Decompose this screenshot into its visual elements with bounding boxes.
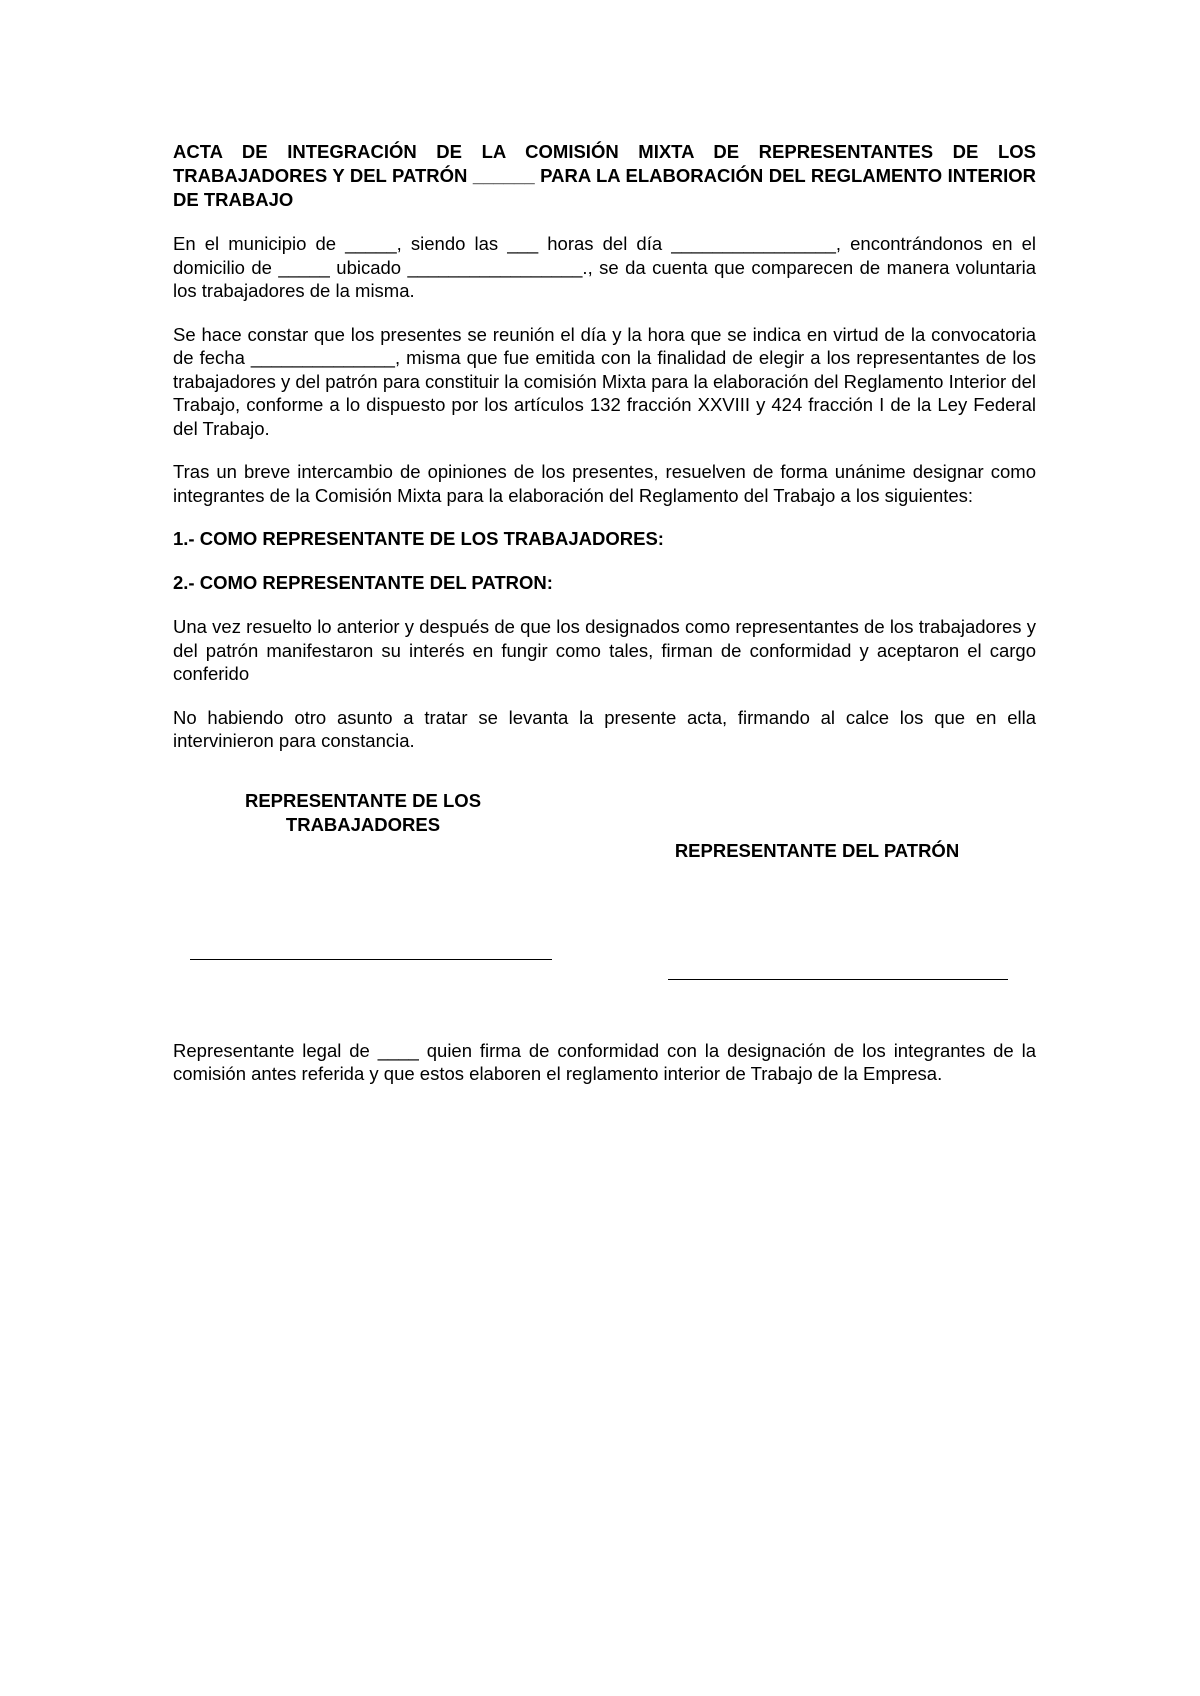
workers-signature-title: REPRESENTANTE DE LOS TRABAJADORES bbox=[244, 789, 482, 835]
heading-workers-representative: 1.- COMO REPRESENTANTE DE LOS TRABAJADORES: bbox=[173, 528, 664, 549]
employer-signature-line bbox=[668, 979, 1008, 980]
paragraph-closing-act: No habiendo otro asunto a tratar se levanta la presente acta, firmando al calce los que en ella intervinieron para constancia. bbox=[173, 706, 1036, 751]
paragraph-legal-representative: Representante legal de ____ quien firma de conformidad con la designación de los integrantes de la comisión antes referida y que estos elaboren el reglamento interior de Trabajo de la Empresa. bbox=[173, 1039, 1036, 1084]
signature-area bbox=[173, 789, 1036, 1039]
document-title: ACTA DE INTEGRACIÓN DE LA COMISIÓN MIXTA DE REPRESENTANTES DE LOS TRABAJADORES Y DEL PATRÓN ______ PARA LA ELABORACIÓN DEL REGLAMENTO INTERIOR DE TRABAJO bbox=[173, 141, 1036, 210]
employer-signature-title: REPRESENTANTE DEL PATRÓN bbox=[674, 839, 960, 861]
paragraph-location: En el municipio de _____, siendo las ___ horas del día ________________, encontrándonos en el domicilio de _____ ubicado _________________., se da cuenta que comparecen de manera voluntaria los trabajadores de la misma. bbox=[173, 233, 1036, 301]
paragraph-designation: Tras un breve intercambio de opiniones de los presentes, resuelven de forma unánime designar como integrantes de la Comisión Mixta para la elaboración del Reglamento del Trabajo a los siguientes: bbox=[173, 461, 1036, 506]
heading-employer-representative: 2.- COMO REPRESENTANTE DEL PATRON: bbox=[173, 572, 553, 593]
document-page bbox=[173, 140, 1036, 1086]
workers-signature-line bbox=[190, 959, 552, 960]
paragraph-acceptance: Una vez resuelto lo anterior y después de que los designados como representantes de los trabajadores y del patrón manifestaron su interés en fungir como tales, firman de conformidad y aceptaron el cargo conferido bbox=[173, 616, 1036, 684]
paragraph-convocation: Se hace constar que los presentes se reunión el día y la hora que se indica en virtud de la convocatoria de fecha ______________, misma que fue emitida con la finalidad de elegir a los representantes de los trabajadores y del patrón para constituir la comisión Mixta para la elaboración del Reglamento Interior del Trabajo, conforme a lo dispuesto por los artículos 132 fracción XXVIII y 424 fracción I de la Ley Federal del Trabajo. bbox=[173, 323, 1036, 439]
